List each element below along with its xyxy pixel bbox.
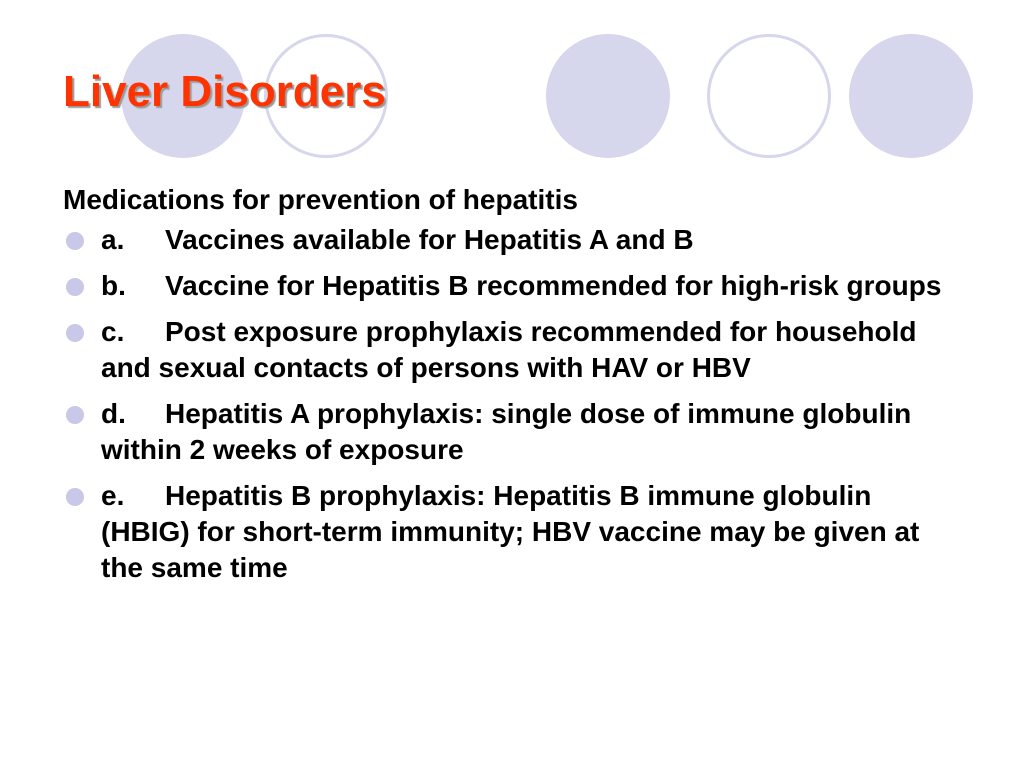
item-letter: d. [101,398,126,429]
decorative-ring-icon [707,34,831,158]
item-letter: e. [101,480,125,511]
item-text: Vaccine for Hepatitis B recommended for high-risk groups [165,270,942,301]
decorative-circle-icon [546,34,670,158]
list-item [63,314,963,386]
bullet-list [63,222,963,586]
circle-bullet-icon [66,232,84,250]
item-letter: c. [101,316,125,347]
list-item [63,478,963,586]
list-item [63,268,963,304]
intro-text: Medications for prevention of hepatitis [63,184,578,215]
circle-bullet-icon [66,324,84,342]
item-text: Hepatitis A prophylaxis: single dose of immune globulin within 2 weeks of exposure [101,398,912,465]
item-letter: a. [101,224,125,255]
list-item [63,396,963,468]
item-text: Hepatitis B prophylaxis: Hepatitis B immune globulin (HBIG) for short-term immunity; HBV vaccine may be given at the same time [101,480,920,583]
list-item [63,222,963,258]
item-letter: b. [101,270,126,301]
circle-bullet-icon [66,406,84,424]
decorative-circle-icon [849,34,973,158]
circle-bullet-icon [66,488,84,506]
item-text: Post exposure prophylaxis recommended for household and sexual contacts of persons with HAV or HBV [101,316,917,383]
slide-title: Liver Disorders [63,67,386,116]
slide-body [63,182,963,596]
circle-bullet-icon [66,278,84,296]
item-text: Vaccines available for Hepatitis A and B [165,224,694,255]
